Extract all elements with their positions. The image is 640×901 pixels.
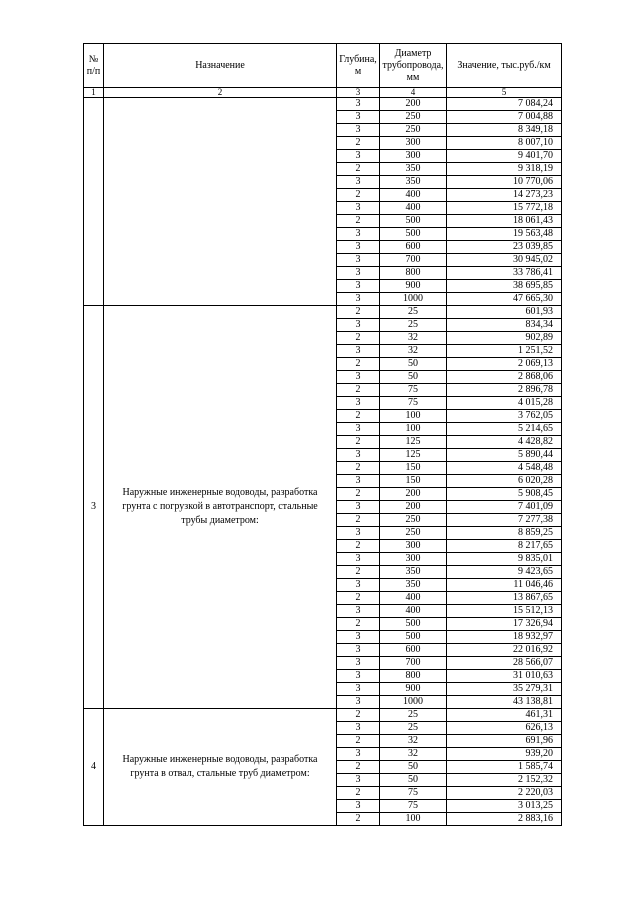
depth-cell: 3 (337, 670, 380, 683)
value-cell: 8 349,18 (447, 124, 562, 137)
depth-cell: 3 (337, 748, 380, 761)
value-cell: 47 665,30 (447, 293, 562, 306)
diameter-cell: 200 (380, 98, 447, 111)
value-cell: 30 945,02 (447, 254, 562, 267)
diameter-cell: 400 (380, 189, 447, 202)
diameter-cell: 700 (380, 254, 447, 267)
value-cell: 19 563,48 (447, 228, 562, 241)
value-cell: 691,96 (447, 735, 562, 748)
diameter-cell: 32 (380, 748, 447, 761)
depth-cell: 2 (337, 306, 380, 319)
value-cell: 8 007,10 (447, 137, 562, 150)
diameter-cell: 350 (380, 163, 447, 176)
value-cell: 28 566,07 (447, 657, 562, 670)
value-cell: 8 217,65 (447, 540, 562, 553)
diameter-cell: 125 (380, 449, 447, 462)
purpose-cell: Наружные инженерные водоводы, разработка грунта в отвал, стальные труб диаметром: (104, 709, 337, 826)
row-number-cell: 4 (84, 709, 104, 826)
depth-cell: 3 (337, 345, 380, 358)
purpose-cell: Наружные инженерные водоводы, разработка грунта с погрузкой в автотранспорт, стальные трубы диаметром: (104, 306, 337, 709)
value-cell: 18 932,97 (447, 631, 562, 644)
depth-cell: 2 (337, 436, 380, 449)
value-cell: 9 423,65 (447, 566, 562, 579)
value-cell: 4 548,48 (447, 462, 562, 475)
value-cell: 7 004,88 (447, 111, 562, 124)
depth-cell: 2 (337, 566, 380, 579)
depth-cell: 3 (337, 280, 380, 293)
index-cell: 5 (447, 88, 562, 98)
depth-cell: 3 (337, 202, 380, 215)
value-cell: 2 152,32 (447, 774, 562, 787)
depth-cell: 2 (337, 358, 380, 371)
value-cell: 1 585,74 (447, 761, 562, 774)
value-cell: 22 016,92 (447, 644, 562, 657)
value-cell: 13 867,65 (447, 592, 562, 605)
diameter-cell: 50 (380, 371, 447, 384)
depth-cell: 2 (337, 488, 380, 501)
header-num: № п/п (84, 44, 104, 88)
depth-cell: 2 (337, 410, 380, 423)
diameter-cell: 300 (380, 137, 447, 150)
diameter-cell: 25 (380, 319, 447, 332)
value-cell: 2 220,03 (447, 787, 562, 800)
diameter-cell: 500 (380, 215, 447, 228)
diameter-cell: 100 (380, 410, 447, 423)
diameter-cell: 350 (380, 176, 447, 189)
diameter-cell: 150 (380, 475, 447, 488)
diameter-cell: 50 (380, 774, 447, 787)
diameter-cell: 150 (380, 462, 447, 475)
diameter-cell: 300 (380, 553, 447, 566)
value-cell: 461,31 (447, 709, 562, 722)
value-cell: 7 084,24 (447, 98, 562, 111)
value-cell: 4 428,82 (447, 436, 562, 449)
diameter-cell: 50 (380, 761, 447, 774)
value-cell: 2 069,13 (447, 358, 562, 371)
value-cell: 9 318,19 (447, 163, 562, 176)
diameter-cell: 300 (380, 150, 447, 163)
value-cell: 43 138,81 (447, 696, 562, 709)
row-number-cell: 3 (84, 306, 104, 709)
depth-cell: 3 (337, 696, 380, 709)
depth-cell: 3 (337, 631, 380, 644)
depth-cell: 2 (337, 761, 380, 774)
depth-cell: 3 (337, 267, 380, 280)
depth-cell: 2 (337, 514, 380, 527)
value-cell: 2 868,06 (447, 371, 562, 384)
depth-cell: 2 (337, 709, 380, 722)
column-index-row (84, 88, 562, 98)
diameter-cell: 500 (380, 618, 447, 631)
depth-cell: 2 (337, 592, 380, 605)
value-cell: 4 015,28 (447, 397, 562, 410)
depth-cell: 2 (337, 189, 380, 202)
depth-cell: 2 (337, 540, 380, 553)
diameter-cell: 700 (380, 657, 447, 670)
index-cell: 4 (380, 88, 447, 98)
depth-cell: 3 (337, 501, 380, 514)
value-cell: 1 251,52 (447, 345, 562, 358)
depth-cell: 3 (337, 241, 380, 254)
value-cell: 33 786,41 (447, 267, 562, 280)
diameter-cell: 800 (380, 267, 447, 280)
table-row (84, 709, 562, 722)
value-cell: 3 013,25 (447, 800, 562, 813)
value-cell: 601,93 (447, 306, 562, 319)
diameter-cell: 32 (380, 345, 447, 358)
value-cell: 5 890,44 (447, 449, 562, 462)
diameter-cell: 200 (380, 501, 447, 514)
value-cell: 5 908,45 (447, 488, 562, 501)
value-cell: 35 279,31 (447, 683, 562, 696)
depth-cell: 3 (337, 124, 380, 137)
header-value: Значение, тыс.руб./км (447, 44, 562, 88)
table-row (84, 306, 562, 319)
depth-cell: 3 (337, 176, 380, 189)
diameter-cell: 500 (380, 631, 447, 644)
depth-cell: 3 (337, 644, 380, 657)
value-cell: 10 770,06 (447, 176, 562, 189)
value-cell: 939,20 (447, 748, 562, 761)
diameter-cell: 300 (380, 540, 447, 553)
depth-cell: 3 (337, 293, 380, 306)
depth-cell: 2 (337, 137, 380, 150)
depth-cell: 3 (337, 228, 380, 241)
diameter-cell: 400 (380, 592, 447, 605)
value-cell: 7 277,38 (447, 514, 562, 527)
value-cell: 834,34 (447, 319, 562, 332)
row-number-cell (84, 98, 104, 306)
index-cell: 3 (337, 88, 380, 98)
depth-cell: 2 (337, 735, 380, 748)
diameter-cell: 75 (380, 384, 447, 397)
value-cell: 626,13 (447, 722, 562, 735)
depth-cell: 2 (337, 787, 380, 800)
header-diameter: Диаметр трубопровода, мм (380, 44, 447, 88)
value-cell: 31 010,63 (447, 670, 562, 683)
depth-cell: 3 (337, 553, 380, 566)
depth-cell: 2 (337, 462, 380, 475)
depth-cell: 3 (337, 423, 380, 436)
diameter-cell: 100 (380, 813, 447, 826)
diameter-cell: 250 (380, 527, 447, 540)
depth-cell: 3 (337, 657, 380, 670)
depth-cell: 2 (337, 618, 380, 631)
depth-cell: 3 (337, 98, 380, 111)
diameter-cell: 250 (380, 514, 447, 527)
diameter-cell: 1000 (380, 696, 447, 709)
index-cell: 2 (104, 88, 337, 98)
diameter-cell: 200 (380, 488, 447, 501)
value-cell: 14 273,23 (447, 189, 562, 202)
depth-cell: 3 (337, 579, 380, 592)
diameter-cell: 900 (380, 280, 447, 293)
depth-cell: 2 (337, 813, 380, 826)
value-cell: 5 214,65 (447, 423, 562, 436)
diameter-cell: 32 (380, 332, 447, 345)
value-cell: 38 695,85 (447, 280, 562, 293)
value-cell: 23 039,85 (447, 241, 562, 254)
value-cell: 11 046,46 (447, 579, 562, 592)
diameter-cell: 32 (380, 735, 447, 748)
depth-cell: 3 (337, 111, 380, 124)
diameter-cell: 25 (380, 306, 447, 319)
depth-cell: 3 (337, 150, 380, 163)
value-cell: 15 512,13 (447, 605, 562, 618)
depth-cell: 3 (337, 449, 380, 462)
diameter-cell: 350 (380, 579, 447, 592)
depth-cell: 3 (337, 527, 380, 540)
depth-cell: 3 (337, 397, 380, 410)
diameter-cell: 1000 (380, 293, 447, 306)
header-depth: Глубина, м (337, 44, 380, 88)
diameter-cell: 75 (380, 800, 447, 813)
depth-cell: 3 (337, 605, 380, 618)
value-cell: 18 061,43 (447, 215, 562, 228)
diameter-cell: 250 (380, 124, 447, 137)
diameter-cell: 400 (380, 605, 447, 618)
diameter-cell: 800 (380, 670, 447, 683)
diameter-cell: 600 (380, 241, 447, 254)
value-cell: 6 020,28 (447, 475, 562, 488)
depth-cell: 3 (337, 319, 380, 332)
depth-cell: 3 (337, 475, 380, 488)
value-cell: 3 762,05 (447, 410, 562, 423)
header-purpose: Назначение (104, 44, 337, 88)
diameter-cell: 900 (380, 683, 447, 696)
value-cell: 2 883,16 (447, 813, 562, 826)
diameter-cell: 125 (380, 436, 447, 449)
diameter-cell: 100 (380, 423, 447, 436)
value-cell: 9 401,70 (447, 150, 562, 163)
diameter-cell: 500 (380, 228, 447, 241)
diameter-cell: 25 (380, 722, 447, 735)
value-cell: 8 859,25 (447, 527, 562, 540)
depth-cell: 2 (337, 163, 380, 176)
diameter-cell: 250 (380, 111, 447, 124)
table-row (84, 98, 562, 111)
diameter-cell: 350 (380, 566, 447, 579)
cost-table (83, 43, 562, 826)
purpose-cell (104, 98, 337, 306)
depth-cell: 2 (337, 384, 380, 397)
depth-cell: 3 (337, 774, 380, 787)
diameter-cell: 25 (380, 709, 447, 722)
diameter-cell: 75 (380, 787, 447, 800)
value-cell: 7 401,09 (447, 501, 562, 514)
diameter-cell: 400 (380, 202, 447, 215)
value-cell: 15 772,18 (447, 202, 562, 215)
value-cell: 17 326,94 (447, 618, 562, 631)
header-row (84, 44, 562, 88)
index-cell: 1 (84, 88, 104, 98)
depth-cell: 2 (337, 215, 380, 228)
value-cell: 902,89 (447, 332, 562, 345)
depth-cell: 3 (337, 683, 380, 696)
depth-cell: 3 (337, 800, 380, 813)
value-cell: 2 896,78 (447, 384, 562, 397)
depth-cell: 3 (337, 722, 380, 735)
depth-cell: 3 (337, 254, 380, 267)
value-cell: 9 835,01 (447, 553, 562, 566)
depth-cell: 2 (337, 332, 380, 345)
diameter-cell: 50 (380, 358, 447, 371)
depth-cell: 3 (337, 371, 380, 384)
diameter-cell: 75 (380, 397, 447, 410)
diameter-cell: 600 (380, 644, 447, 657)
